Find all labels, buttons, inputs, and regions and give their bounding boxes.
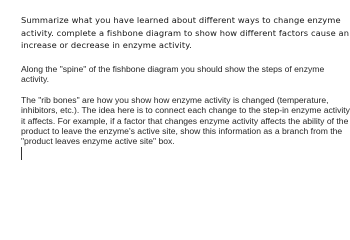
- spine-instructions-paragraph: [21, 64, 339, 85]
- text-cursor: [21, 147, 22, 160]
- rib-line-4: product to leave the enzyme's active site, show this information as a branch from the: [21, 125, 343, 136]
- rib-instructions-paragraph: [21, 95, 349, 146]
- spine-line-2: activity.: [21, 74, 50, 85]
- rib-line-1: The "rib bones" are how you show how enzyme activity is changed (temperature,: [21, 95, 329, 105]
- rib-line-2: inhibitors, etc.). The idea here is to connect each change to the step-in enzyme activity: [21, 105, 350, 116]
- rib-line-3: it affects. For example, if a factor that changes enzyme activity affects the ability of the: [21, 115, 349, 126]
- prompt-line-1: Summarize what you have learned about different ways to change enzyme: [21, 15, 341, 25]
- rib-line-5: "product leaves enzyme active site" box.: [21, 136, 175, 147]
- prompt-line-3: increase or decrease in enzyme activity.: [21, 40, 192, 51]
- spine-line-1: Along the "spine" of the fishbone diagram you should show the steps of enzyme: [21, 64, 325, 74]
- assignment-prompt-paragraph: [21, 14, 349, 52]
- prompt-line-2: activity. complete a fishbone diagram to show how different factors cause an: [21, 27, 350, 38]
